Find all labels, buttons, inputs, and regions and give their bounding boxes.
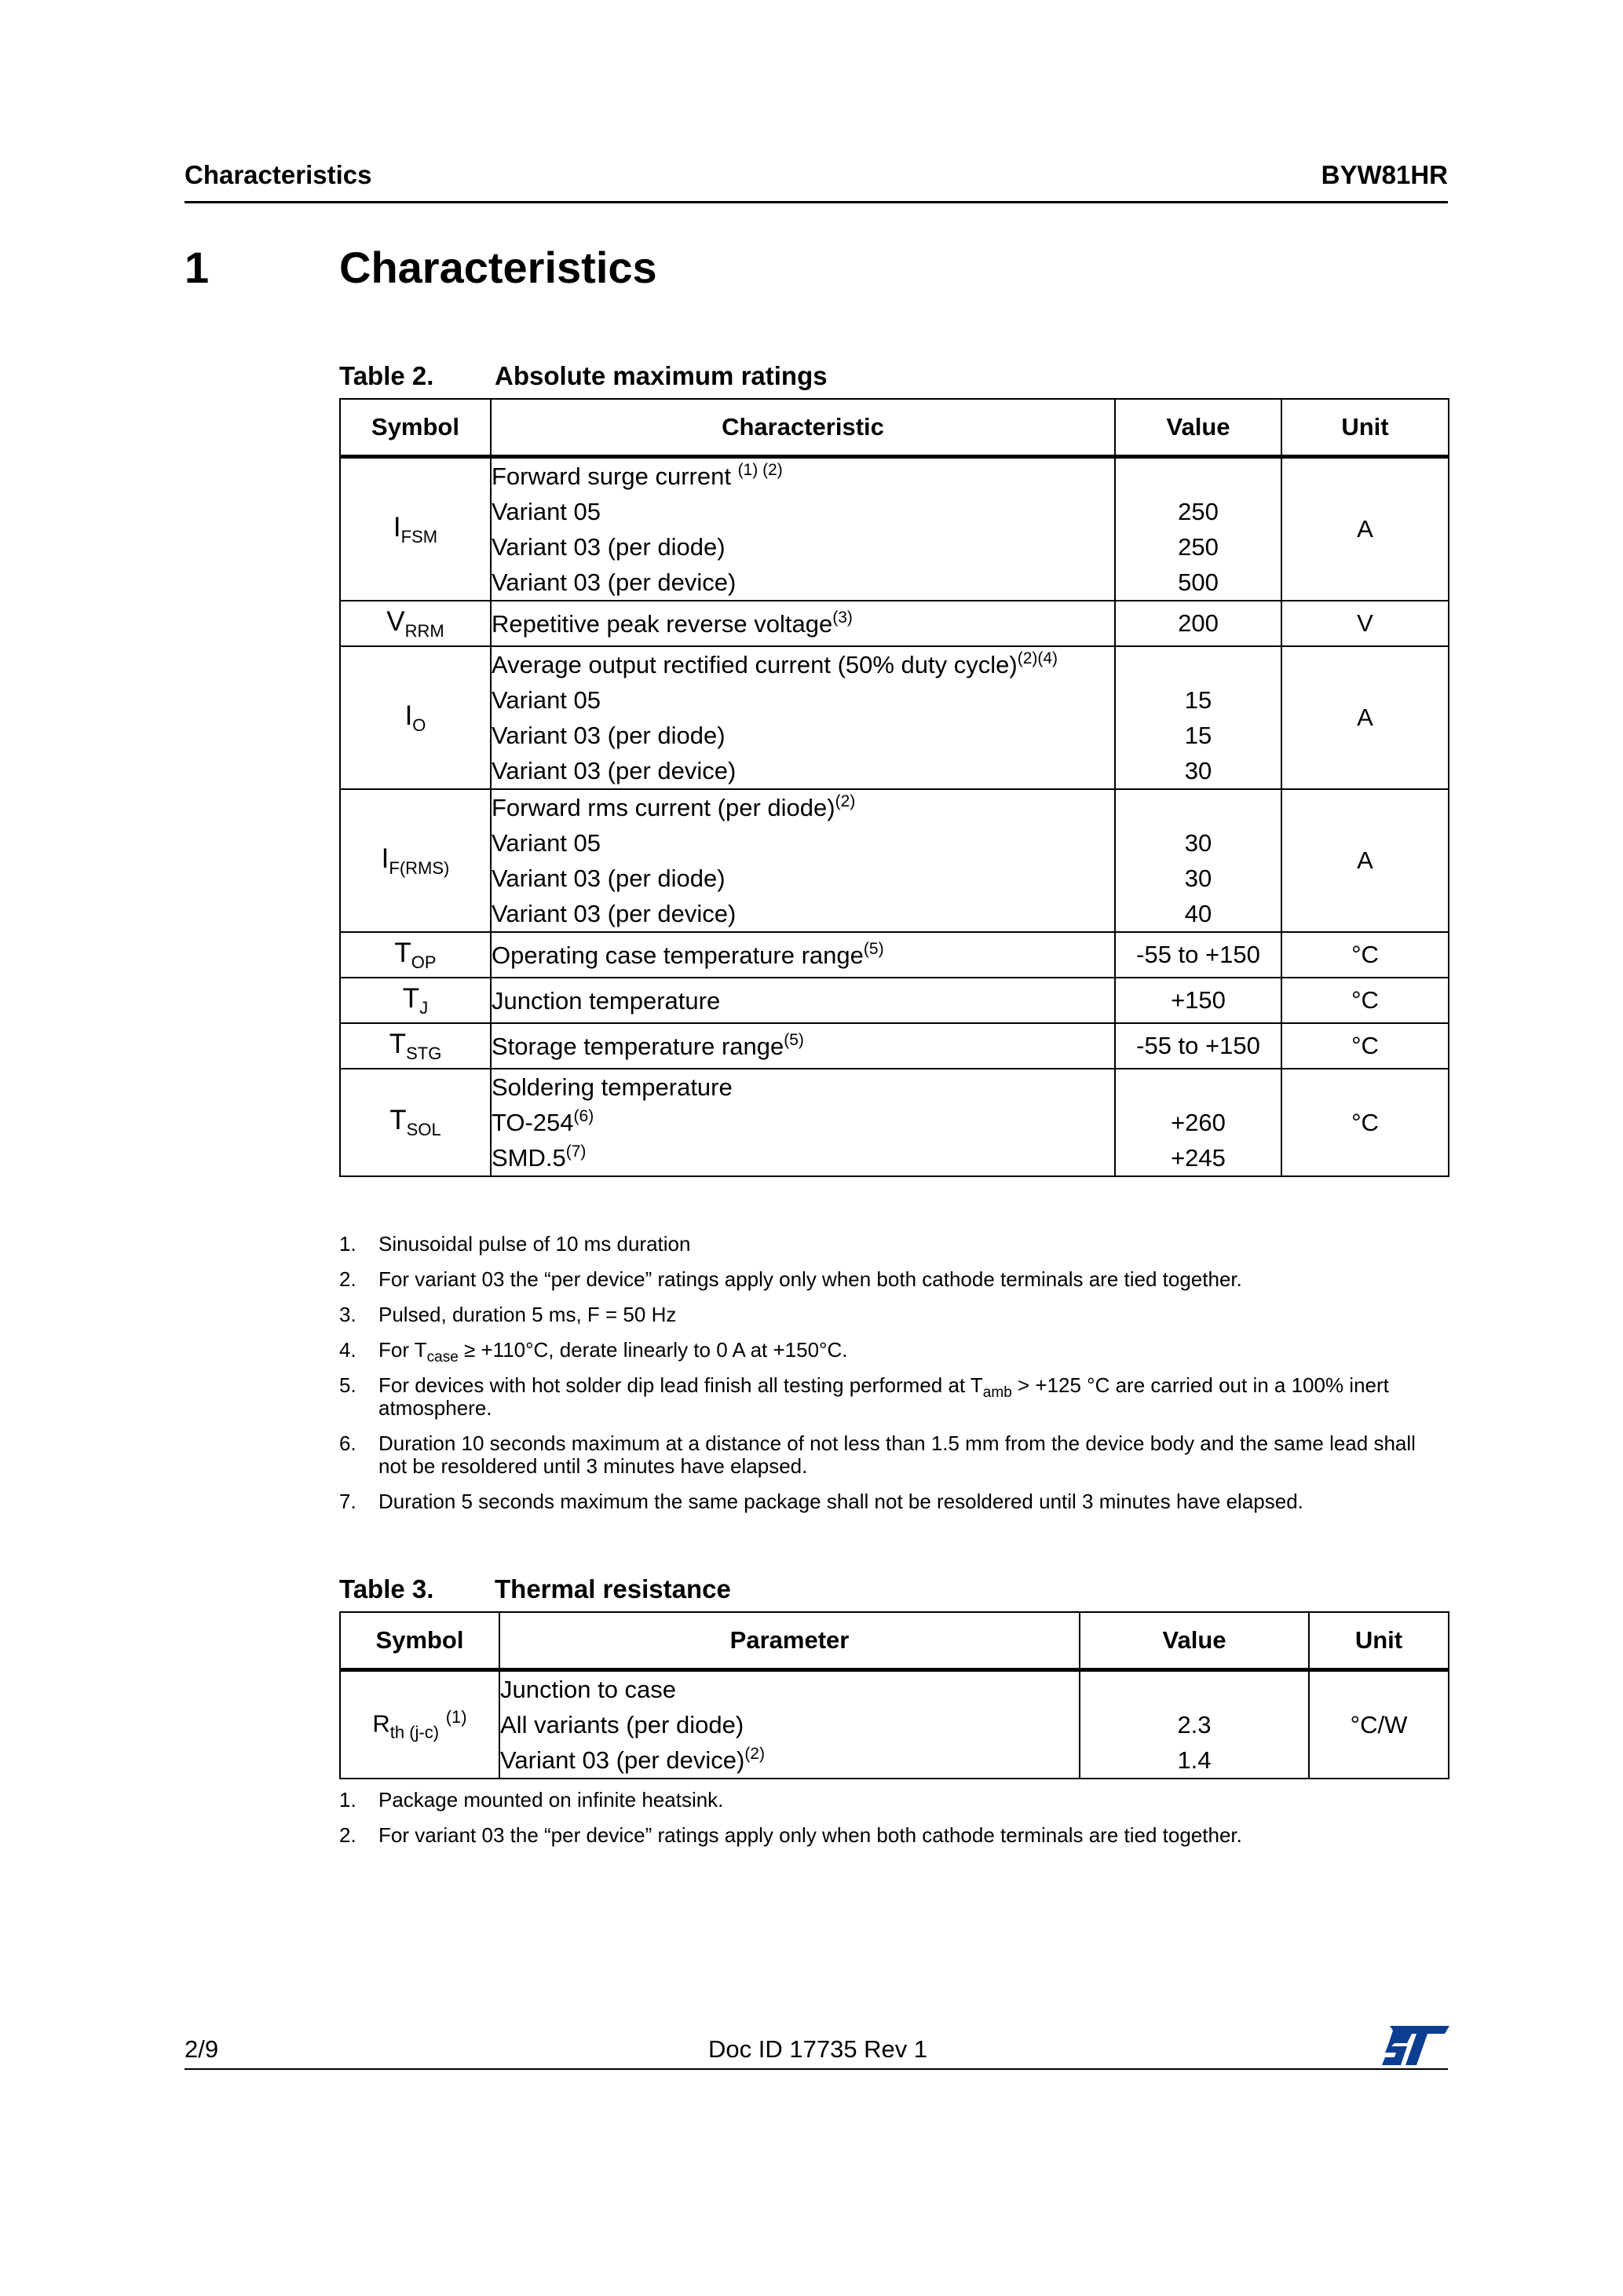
footnote: 1. Sinusoidal pulse of 10 ms duration — [339, 1232, 691, 1256]
running-header-part-number: BYW81HR — [1321, 160, 1448, 189]
header-value: Value — [1080, 1612, 1309, 1670]
table2-caption-title: Absolute maximum ratings — [495, 361, 828, 390]
char-line: Variant 05 — [492, 498, 601, 525]
table-header-row — [340, 1612, 1449, 1670]
char-line: SMD.5$^{(7)}$ — [492, 1143, 587, 1172]
char-line: Variant 03 (per device) — [492, 757, 737, 784]
header-symbol: Symbol — [340, 399, 491, 457]
value-cell: -55 to +150 — [1115, 1023, 1281, 1069]
unit-cell: °C — [1281, 1023, 1449, 1069]
running-header-title: Characteristics — [185, 160, 372, 189]
value-cell: 250 250 500 — [1115, 457, 1281, 601]
characteristic-cell: Storage temperature range$^{(5)}$ — [491, 1023, 1115, 1069]
footnote: 1. Package mounted on infinite heatsink. — [339, 1788, 724, 1812]
char-line: Forward surge current $^{(1) (2)}$ — [492, 461, 783, 490]
header-unit: Unit — [1309, 1612, 1449, 1670]
characteristic-cell: Junction temperature — [491, 978, 1115, 1023]
table-header-row — [340, 399, 1449, 457]
char-line: Variant 05 — [492, 829, 601, 857]
symbol-cell: $I_O$ — [340, 646, 491, 789]
char-line: Variant 03 (per diode) — [492, 865, 726, 892]
unit-cell: A — [1281, 789, 1449, 932]
characteristic-cell — [491, 789, 1115, 932]
section-number: 1 — [185, 243, 210, 292]
unit-cell: A — [1281, 457, 1449, 601]
footnote: 6. Duration 10 seconds maximum at a distance of not less than 1.5 mm from the device body and the same lead shall not be resoldered until 3 minutes have elapsed. — [339, 1431, 1416, 1478]
doc-id: Doc ID 17735 Rev 1 — [708, 2035, 928, 2063]
table-row — [340, 646, 1449, 789]
symbol-subscript: FSM — [400, 526, 438, 547]
value-cell: -55 to +150 — [1115, 932, 1281, 978]
header-rule — [185, 201, 1448, 203]
table2-caption-number: Table 2. — [339, 361, 434, 390]
value-cell: 30 30 40 — [1115, 789, 1281, 932]
char-line: Forward rms current (per diode)$^{(2)}$ — [492, 792, 856, 821]
table-row — [340, 932, 1449, 978]
value-cell: 200 — [1115, 601, 1281, 646]
unit-cell: °C — [1281, 932, 1449, 978]
char-line: Variant 03 (per device) — [492, 900, 737, 927]
table3-caption-number: Table 3. — [339, 1574, 434, 1603]
table3-caption-title: Thermal resistance — [495, 1574, 731, 1603]
char-line: TO-254$^{(6)}$ — [492, 1107, 594, 1136]
table-row — [340, 1023, 1449, 1069]
symbol-cell: $I_{F(RMS)}$ — [340, 789, 491, 932]
absolute-maximum-ratings-table — [339, 398, 1449, 1177]
header-value: Value — [1115, 399, 1281, 457]
parameter-cell — [499, 1670, 1080, 1779]
footnote: 7. Duration 5 seconds maximum the same package shall not be resoldered until 3 minutes have elapsed. — [339, 1490, 1303, 1513]
unit-cell: °C/W — [1309, 1670, 1449, 1779]
footnote: 3. Pulsed, duration 5 ms, F = 50 Hz — [339, 1303, 677, 1326]
symbol-letter: I — [393, 511, 401, 543]
footnote: 4. For $T_{case} \ge +110^\circ C$, derate linearly to 0 A at +150°C. — [339, 1338, 848, 1366]
char-line: Variant 05 — [492, 686, 601, 714]
page-number: 2/9 — [185, 2035, 219, 2063]
value-cell: +260 +245 — [1115, 1069, 1281, 1176]
unit-cell: °C — [1281, 1069, 1449, 1176]
unit-cell: V — [1281, 601, 1449, 646]
table-row — [340, 1069, 1449, 1176]
value-cell: +150 — [1115, 978, 1281, 1023]
characteristic-cell — [491, 1069, 1115, 1176]
param-line: Variant 03 (per device)$^{(2)}$ — [500, 1745, 765, 1774]
table3-footnotes — [339, 1789, 1448, 1859]
char-line: Average output rectified current (50% duty cycle)$^{(2)(4)}$ — [492, 649, 1058, 678]
characteristic-cell: Operating case temperature range$^{(5)}$ — [491, 932, 1115, 978]
char-line: Variant 03 (per diode) — [492, 533, 726, 561]
characteristic-cell: Repetitive peak reverse voltage$^{(3)}$ — [491, 601, 1115, 646]
char-line: Soldering temperature — [492, 1073, 733, 1101]
table-row — [340, 457, 1449, 601]
table-row — [340, 1670, 1449, 1779]
table-row — [340, 978, 1449, 1023]
symbol-cell: $V_{RRM}$ — [340, 601, 491, 646]
symbol-cell: $T_{SOL}$ — [340, 1069, 491, 1176]
unit-cell: A — [1281, 646, 1449, 789]
table-row — [340, 789, 1449, 932]
symbol-cell: $T_J$ — [340, 978, 491, 1023]
characteristic-cell — [491, 646, 1115, 789]
symbol-cell: $T_{STG}$ — [340, 1023, 491, 1069]
thermal-resistance-table — [339, 1611, 1449, 1779]
param-line: Junction to case — [500, 1676, 677, 1703]
table2-footnotes — [339, 1233, 1448, 1526]
section-title: Characteristics — [339, 243, 657, 292]
param-line: All variants (per diode) — [500, 1711, 744, 1738]
footnote: 5. For devices with hot solder dip lead finish all testing performed at $T_{amb} > +125$ °C are carried out in a 100% inert atmosphere. — [339, 1373, 1389, 1420]
header-symbol: Symbol — [340, 1612, 499, 1670]
footnote: 2. For variant 03 the “per device” ratings apply only when both cathode terminals are tied together. — [339, 1823, 1242, 1847]
table3-caption — [339, 1574, 731, 1604]
symbol-cell: $R_{th (j-c)}$ $^{(1)}$ — [340, 1670, 499, 1779]
characteristic-cell — [491, 457, 1115, 601]
symbol-cell — [340, 457, 491, 601]
char-line: Variant 03 (per device) — [492, 569, 737, 596]
footnote: 2. For variant 03 the “per device” ratings apply only when both cathode terminals are tied together. — [339, 1267, 1242, 1291]
unit-cell: °C — [1281, 978, 1449, 1023]
value-cell: 2.3 1.4 — [1080, 1670, 1309, 1779]
footer-rule — [185, 2068, 1448, 2070]
value-cell: 15 15 30 — [1115, 646, 1281, 789]
table2-caption — [339, 361, 828, 391]
symbol-cell: $T_{OP}$ — [340, 932, 491, 978]
header-parameter: Parameter — [499, 1612, 1080, 1670]
st-logo-icon — [1382, 2026, 1449, 2065]
char-line: Variant 03 (per diode) — [492, 722, 726, 749]
header-unit: Unit — [1281, 399, 1449, 457]
table-row — [340, 601, 1449, 646]
header-characteristic: Characteristic — [491, 399, 1115, 457]
